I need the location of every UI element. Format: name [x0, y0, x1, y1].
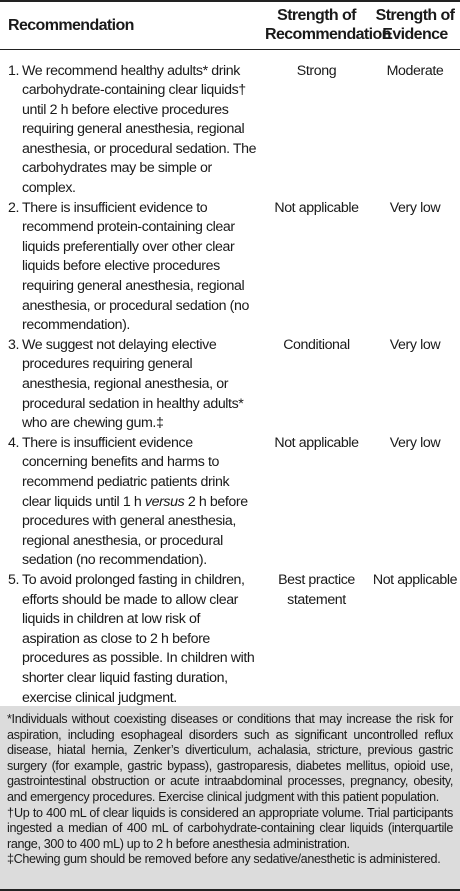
item-number: 1.	[8, 62, 20, 79]
evidence-cell: Very low	[389, 199, 441, 216]
strength-cell: Best practice statement	[263, 571, 370, 717]
footnote-dagger: †Up to 400 mL of clear liquids is considered an appropriate volume. Trial participants ingested a median of 400 mL of carbohydrate-containing clear liquids (interquartile range, 300 to 400 mL) up to 2 h before anesthesia administration.	[7, 805, 453, 851]
table-row	[0, 199, 460, 336]
header-strength-of-recommendation: Strength of Recommendation	[263, 1, 370, 49]
recommendation-cell	[0, 434, 263, 571]
item-number: 2.	[8, 199, 20, 216]
recommendation-cell	[0, 571, 263, 717]
evidence-cell: Very low	[389, 336, 441, 353]
table-footnotes	[0, 706, 460, 891]
item-number: 4.	[8, 434, 20, 451]
strength-cell: Conditional	[283, 336, 350, 353]
footnote-double-dagger: ‡Chewing gum should be removed before any sedative/anesthetic is administered.	[7, 852, 441, 867]
strength-cell: Strong	[296, 62, 337, 79]
strength-cell: Not applicable	[274, 199, 359, 216]
recommendation-cell	[0, 199, 263, 336]
recommendation-text-italic: versus	[144, 493, 185, 510]
strength-cell: Not applicable	[274, 434, 359, 451]
recommendation-text: There is insufficient evidence to recommend protein-containing clear liquids preferentially over other clear liquids before elective procedures requiring general anesthesia, regional anesthesia, or procedural sedation (no recommendation).	[22, 199, 249, 334]
table-header-row	[0, 1, 460, 49]
recommendation-text-part: There is insufficient evidence concerning benefits and harms to recommend pediatric patients drink clear liquids until 1 h	[22, 434, 230, 510]
item-number: 5.	[8, 571, 20, 588]
recommendation-cell	[0, 336, 263, 434]
header-strength-of-evidence: Strength of Evidence	[370, 1, 460, 49]
table-row	[0, 336, 460, 434]
evidence-cell: Moderate	[386, 62, 444, 79]
recommendation-text: We suggest not delaying elective procedures requiring general anesthesia, regional anesthesia, or procedural sedation in healthy adults* who are chewing gum.‡	[22, 336, 244, 432]
item-number: 3.	[8, 336, 20, 353]
footnote-asterisk: *Individuals without coexisting diseases or conditions that may increase the risk for aspiration, including esophageal disorders such as significant uncontrolled reflux disease, hiatal hernia, Zenker’s diverticulum, achalasia, stricture, previous gastric surgery (for example, gastric bypass), gastroparesis, diabetes mellitus, opioid use, gastrointestinal obstruction or acute intraabdominal processes, pregnancy, obesity, and emergency procedures. Exercise clinical judgment with this patient population.	[7, 712, 453, 804]
evidence-cell: Very low	[389, 434, 441, 451]
table-row	[0, 434, 460, 571]
recommendation-cell	[0, 49, 263, 199]
table-row	[0, 571, 460, 717]
recommendation-text	[22, 434, 257, 571]
recommendation-text: We recommend healthy adults* drink carbohydrate-containing clear liquids† until 2 h before elective procedures requiring general anesthesia, regional anesthesia, or procedural sedation. The carbohydrates may be simple or complex.	[22, 62, 257, 197]
recommendation-text-part: 2 h before procedures with general anesthesia, regional anesthesia, or procedural sedation (no recommendation).	[22, 493, 248, 569]
header-recommendation: Recommendation	[0, 1, 263, 49]
recommendation-text: To avoid prolonged fasting in children, efforts should be made to allow clear liquids in children at low risk of aspiration as close to 2 h before procedures as possible. In children with shorter clear liquid fasting duration, exercise clinical judgment.	[22, 571, 255, 706]
table-row	[0, 49, 460, 199]
evidence-cell: Not applicable	[370, 571, 460, 717]
